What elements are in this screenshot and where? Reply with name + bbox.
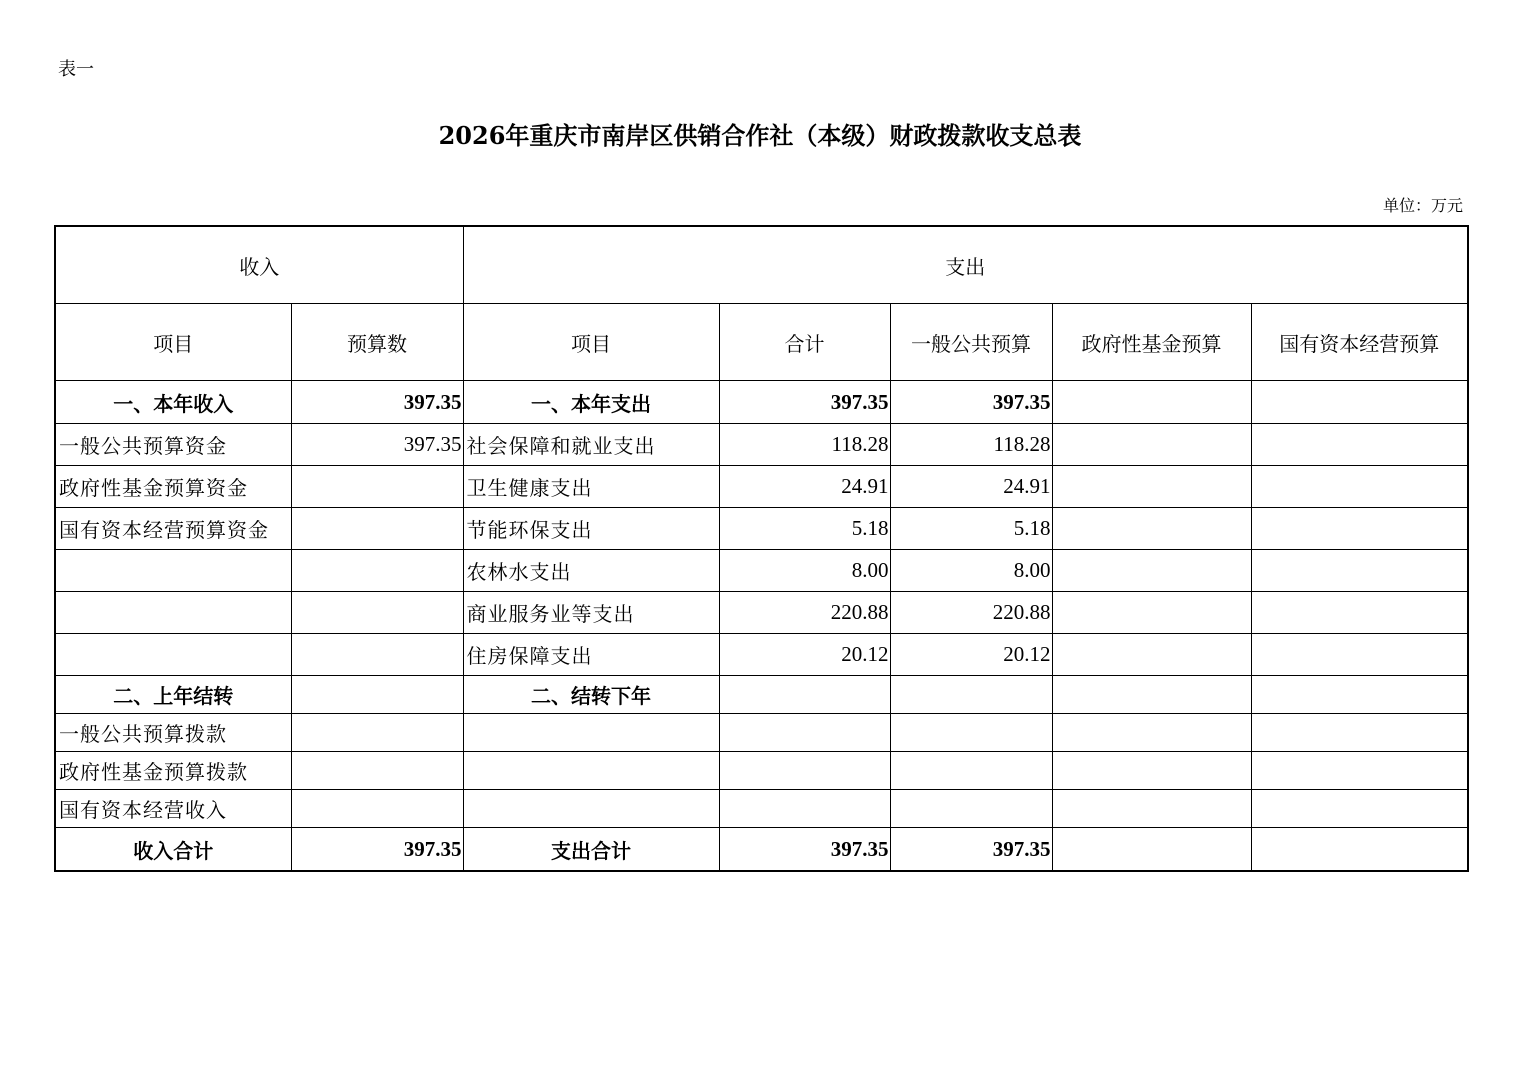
income-value-cell [291, 592, 463, 634]
gov-fund-cell [1052, 466, 1251, 508]
table-row [55, 828, 1468, 872]
table-row [55, 714, 1468, 752]
income-item-cell [55, 550, 291, 592]
income-item-cell: 一般公共预算拨款 [55, 714, 291, 752]
income-header: 收入 [55, 226, 463, 304]
state-capital-cell [1251, 634, 1468, 676]
page-title: 2026年重庆市南岸区供销合作社（本级）财政拨款收支总表 [438, 121, 1082, 150]
state-capital-cell [1251, 508, 1468, 550]
total-cell: 397.35 [719, 828, 890, 872]
income-item-cell: 政府性基金预算拨款 [55, 752, 291, 790]
general-budget-cell [890, 676, 1052, 714]
gov-fund-cell [1052, 550, 1251, 592]
income-item-cell [55, 634, 291, 676]
total-cell: 20.12 [719, 634, 890, 676]
income-item-cell [55, 592, 291, 634]
gov-fund-cell [1052, 592, 1251, 634]
state-capital-cell [1251, 424, 1468, 466]
state-capital-cell [1251, 381, 1468, 424]
income-value-cell [291, 676, 463, 714]
expense-item-header: 项目 [463, 304, 719, 381]
table-row [55, 550, 1468, 592]
table-row [55, 381, 1468, 424]
state-capital-cell [1251, 714, 1468, 752]
expense-item-cell: 住房保障支出 [463, 634, 719, 676]
table-row [55, 466, 1468, 508]
income-value-cell [291, 466, 463, 508]
income-value-cell [291, 508, 463, 550]
total-cell [719, 752, 890, 790]
gov-fund-cell [1052, 424, 1251, 466]
income-item-cell: 一般公共预算资金 [55, 424, 291, 466]
gov-fund-cell [1052, 714, 1251, 752]
expense-item-cell [463, 752, 719, 790]
income-value-cell: 397.35 [291, 424, 463, 466]
total-cell [719, 676, 890, 714]
income-item-header: 项目 [55, 304, 291, 381]
expense-header: 支出 [463, 226, 1468, 304]
income-value-cell [291, 790, 463, 828]
gov-fund-cell [1052, 828, 1251, 872]
expense-item-cell: 支出合计 [463, 828, 719, 872]
general-budget-cell: 397.35 [890, 381, 1052, 424]
expense-item-cell: 卫生健康支出 [463, 466, 719, 508]
expense-total-header: 合计 [719, 304, 890, 381]
income-item-cell: 二、上年结转 [55, 676, 291, 714]
expense-item-cell: 商业服务业等支出 [463, 592, 719, 634]
income-item-cell: 收入合计 [55, 828, 291, 872]
income-value-cell: 397.35 [291, 381, 463, 424]
general-budget-cell: 8.00 [890, 550, 1052, 592]
general-budget-cell: 397.35 [890, 828, 1052, 872]
general-budget-cell: 220.88 [890, 592, 1052, 634]
table-label: 表一 [58, 59, 94, 80]
general-budget-cell [890, 790, 1052, 828]
income-item-cell: 一、本年收入 [55, 381, 291, 424]
income-value-cell [291, 550, 463, 592]
income-budget-header: 预算数 [291, 304, 463, 381]
income-item-cell: 国有资本经营收入 [55, 790, 291, 828]
total-cell [719, 714, 890, 752]
gov-fund-cell [1052, 508, 1251, 550]
table-row [55, 634, 1468, 676]
table-row [55, 752, 1468, 790]
state-capital-cell [1251, 790, 1468, 828]
header-row-group [55, 226, 1468, 304]
general-budget-header: 一般公共预算 [890, 304, 1052, 381]
income-item-cell: 国有资本经营预算资金 [55, 508, 291, 550]
income-value-cell [291, 634, 463, 676]
expense-item-cell: 农林水支出 [463, 550, 719, 592]
table-row [55, 790, 1468, 828]
income-item-cell: 政府性基金预算资金 [55, 466, 291, 508]
total-cell [719, 790, 890, 828]
gov-fund-cell [1052, 790, 1251, 828]
expense-item-cell: 二、结转下年 [463, 676, 719, 714]
header-row-columns [55, 304, 1468, 381]
gov-fund-cell [1052, 381, 1251, 424]
total-cell: 397.35 [719, 381, 890, 424]
general-budget-cell: 118.28 [890, 424, 1052, 466]
table-row [55, 424, 1468, 466]
income-value-cell [291, 714, 463, 752]
general-budget-cell: 5.18 [890, 508, 1052, 550]
budget-table [54, 225, 1469, 872]
total-cell: 8.00 [719, 550, 890, 592]
state-capital-cell [1251, 592, 1468, 634]
state-capital-cell [1251, 828, 1468, 872]
general-budget-cell: 20.12 [890, 634, 1052, 676]
expense-item-cell [463, 714, 719, 752]
state-capital-budget-header: 国有资本经营预算 [1251, 304, 1468, 381]
gov-fund-cell [1052, 634, 1251, 676]
state-capital-cell [1251, 676, 1468, 714]
unit-label: 单位：万元 [1382, 196, 1463, 215]
gov-fund-budget-header: 政府性基金预算 [1052, 304, 1251, 381]
gov-fund-cell [1052, 676, 1251, 714]
expense-item-cell [463, 790, 719, 828]
expense-item-cell: 节能环保支出 [463, 508, 719, 550]
table-row [55, 508, 1468, 550]
state-capital-cell [1251, 752, 1468, 790]
gov-fund-cell [1052, 752, 1251, 790]
general-budget-cell [890, 714, 1052, 752]
general-budget-cell [890, 752, 1052, 790]
general-budget-cell: 24.91 [890, 466, 1052, 508]
expense-item-cell: 一、本年支出 [463, 381, 719, 424]
income-value-cell: 397.35 [291, 828, 463, 872]
table-row [55, 592, 1468, 634]
table-row [55, 676, 1468, 714]
expense-item-cell: 社会保障和就业支出 [463, 424, 719, 466]
total-cell: 118.28 [719, 424, 890, 466]
income-value-cell [291, 752, 463, 790]
state-capital-cell [1251, 550, 1468, 592]
total-cell: 220.88 [719, 592, 890, 634]
total-cell: 5.18 [719, 508, 890, 550]
total-cell: 24.91 [719, 466, 890, 508]
state-capital-cell [1251, 466, 1468, 508]
